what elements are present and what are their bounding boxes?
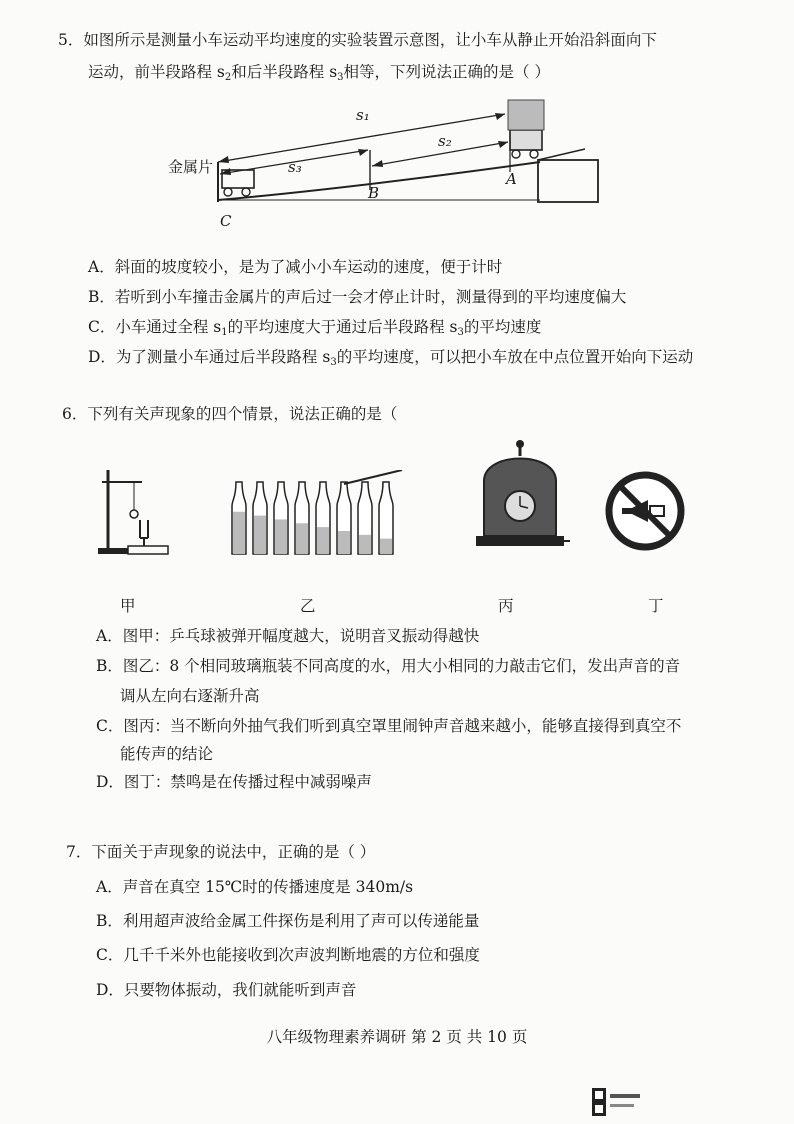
glass-bottle	[274, 482, 288, 554]
q6-option-b-line1: B．图乙：8 个相同玻璃瓶装不同高度的水，用大小相同的力敲击它们，发出声音的音	[96, 657, 681, 675]
glass-bottle	[358, 482, 372, 554]
q7-stem: 7．下面关于声现象的说法中，正确的是（ ）	[66, 843, 376, 861]
q7-option-d: D．只要物体振动，我们就能听到声音	[96, 981, 357, 999]
q5-option-d: D．为了测量小车通过后半段路程 $s_3$的平均速度，可以把小车放在中点位置开始向下运动	[88, 348, 694, 368]
q6-option-c-line1: C．图丙：当不断向外抽气我们听到真空罩里闹钟声音越来越小，能够直接得到真空不	[96, 717, 682, 735]
q5-option-c: C．小车通过全程 $s_1$的平均速度大于通过后半段路程 $s_3$的平均速度	[88, 318, 542, 338]
q5-incline-figure	[160, 92, 610, 242]
q6-option-c-line2: 能传声的结论	[120, 745, 214, 763]
fig-label-ding: 丁	[648, 597, 664, 615]
s1-label: s₁	[356, 106, 370, 124]
qr-code-icon	[592, 1088, 644, 1118]
fig-label-jia: 甲	[120, 597, 136, 615]
q7-option-b: B．利用超声波给金属工件探伤是利用了声可以传递能量	[96, 912, 480, 930]
glass-bottle	[232, 482, 246, 554]
fig-label-bing: 丙	[498, 597, 514, 615]
glass-bottle	[379, 482, 393, 554]
q7-option-c: C．几千千米外也能接收到次声波判断地震的方位和强度	[96, 946, 480, 964]
s2-label: s₂	[438, 132, 452, 150]
no-horn-icon	[604, 470, 686, 552]
striking-stick	[344, 470, 402, 484]
glass-bottle	[253, 482, 267, 554]
q5-stem-line1: 5．如图所示是测量小车运动平均速度的实验装置示意图，让小车从静止开始沿斜面向下	[58, 31, 657, 49]
metal-plate-label: 金属片	[168, 158, 214, 176]
q6-figure-bing	[470, 436, 570, 556]
point-c-label: C	[220, 212, 232, 230]
q6-figure-jia	[96, 460, 176, 560]
fig-label-yi: 乙	[300, 597, 316, 615]
q5-option-b: B．若听到小车撞击金属片的声后过一会才停止计时，测量得到的平均速度偏大	[88, 288, 627, 306]
glass-bottle	[295, 482, 309, 554]
q6-option-a: A．图甲：乒乓球被弹开幅度越大，说明音叉振动得越快	[96, 627, 480, 645]
glass-bottle	[316, 482, 330, 554]
q6-figure-yi	[226, 470, 406, 560]
q7-option-a: A．声音在真空 15℃时的传播速度是 340m/s	[96, 878, 414, 896]
point-a-label: A	[506, 170, 517, 188]
q6-option-b-line2: 调从左向右逐渐升高	[120, 687, 260, 705]
q5-stem-line2: 运动，前半段路程 $s_2$和后半段路程 $s_3$相等，下列说法正确的是（ ）	[88, 63, 550, 83]
point-b-label: B	[368, 184, 380, 202]
q6-option-d: D．图丁：禁鸣是在传播过程中减弱噪声	[96, 773, 372, 791]
q5-option-a: A．斜面的坡度较小，是为了减小小车运动的速度，便于计时	[88, 258, 503, 276]
s3-label: s₃	[288, 158, 302, 176]
q6-stem: 6．下列有关声现象的四个情景，说法正确的是（	[62, 405, 398, 423]
glass-bottle	[337, 482, 351, 554]
page-footer: 八年级物理素养调研 第 2 页 共 10 页	[266, 1028, 528, 1046]
